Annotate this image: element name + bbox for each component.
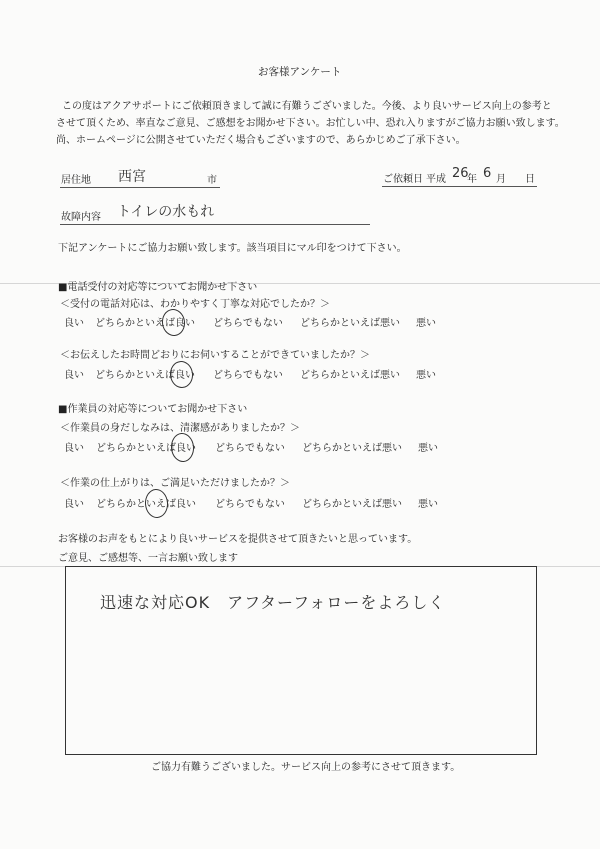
selection-circle xyxy=(160,308,187,338)
selection-circle xyxy=(144,488,169,519)
residence-suffix: 市 xyxy=(207,175,217,186)
option-good[interactable]: 良い xyxy=(64,370,84,381)
feedback-box xyxy=(65,566,537,755)
question-phone-clarity: ＜受付の電話対応は、わかりやすく丁寧な対応でしたか？＞ xyxy=(60,299,330,310)
option-bad[interactable]: 悪い xyxy=(418,443,438,454)
request-date-year: 26 xyxy=(452,166,469,181)
request-date-era: 平成 xyxy=(426,174,446,185)
option-neutral[interactable]: どちらでもない xyxy=(213,318,283,329)
option-somewhat-bad[interactable]: どちらかといえば悪い xyxy=(302,443,402,454)
section-heading-phone: ■電話受付の対応等についてお聞かせ下さい xyxy=(58,282,258,293)
request-date-label: ご依頼日 xyxy=(383,174,423,185)
option-neutral[interactable]: どちらでもない xyxy=(215,443,285,454)
option-neutral[interactable]: どちらでもない xyxy=(215,499,285,510)
option-somewhat-good[interactable]: どちらかといえば良い xyxy=(95,370,195,381)
question-staff-quality: ＜作業の仕上がりは、ご満足いただけましたか？＞ xyxy=(60,478,290,489)
request-date-year-unit: 年 xyxy=(467,174,477,185)
fault-label: 故障内容 xyxy=(61,212,101,223)
option-good[interactable]: 良い xyxy=(64,443,84,454)
option-somewhat-good[interactable]: どちらかといえば良い xyxy=(96,499,196,510)
page-title: お客様アンケート xyxy=(258,66,342,78)
feedback-intro: お客様のお声をもとにより良いサービスを提供させて頂きたいと思っています。 xyxy=(58,534,418,545)
option-somewhat-good[interactable]: どちらかといえば良い xyxy=(95,318,195,329)
closing-text: ご協力有難うございました。サービス向上の参考にさせて頂きます。 xyxy=(151,762,461,773)
option-neutral[interactable]: どちらでもない xyxy=(213,370,283,381)
option-somewhat-good[interactable]: どちらかといえば良い xyxy=(96,443,196,454)
option-bad[interactable]: 悪い xyxy=(418,499,438,510)
option-somewhat-bad[interactable]: どちらかといえば悪い xyxy=(302,499,402,510)
residence-value: 西宮 xyxy=(118,169,146,185)
intro-line-3: 尚、ホームページに公開させていただく場合もございますので、あらかじめご了承下さい。 xyxy=(56,135,466,146)
fault-value: トイレの水もれ xyxy=(117,204,215,220)
fault-underline xyxy=(60,224,370,225)
instruction-text: 下記アンケートにご協力お願い致します。該当項目にマル印をつけて下さい。 xyxy=(58,243,407,254)
selection-circle xyxy=(169,360,195,389)
request-date-underline xyxy=(382,186,537,187)
question-staff-appearance: ＜作業員の身だしなみは、清潔感がありましたか？＞ xyxy=(60,423,300,434)
feedback-handwritten-text: 迅速な対応OK アフターフォローをよろしく xyxy=(100,593,446,612)
option-good[interactable]: 良い xyxy=(64,499,84,510)
option-somewhat-bad[interactable]: どちらかといえば悪い xyxy=(300,318,400,329)
intro-line-1: この度はアクアサポートにご依頼頂きまして誠に有難うございました。今後、より良いサービス向上の参考と xyxy=(62,101,552,112)
residence-label: 居住地 xyxy=(61,175,91,186)
section-heading-staff: ■作業員の対応等についてお聞かせ下さい xyxy=(58,404,248,415)
question-phone-timing: ＜お伝えしたお時間どおりにお伺いすることができていましたか？＞ xyxy=(60,350,370,361)
intro-line-2: させて頂くため、率直なご意見、ご感想をお聞かせ下さい。お忙しい中、恐れ入りますがご協力お願い致します。 xyxy=(56,118,565,129)
option-bad[interactable]: 悪い xyxy=(416,370,436,381)
option-good[interactable]: 良い xyxy=(64,318,84,329)
option-bad[interactable]: 悪い xyxy=(416,318,436,329)
selection-circle xyxy=(170,432,195,463)
option-somewhat-bad[interactable]: どちらかといえば悪い xyxy=(300,370,400,381)
residence-underline xyxy=(60,187,220,188)
request-date-day-unit: 日 xyxy=(525,174,535,185)
request-date-month-unit: 月 xyxy=(496,174,506,185)
feedback-prompt: ご意見、ご感想等、一言お願い致します xyxy=(58,553,238,564)
request-date-month: 6 xyxy=(483,166,492,181)
